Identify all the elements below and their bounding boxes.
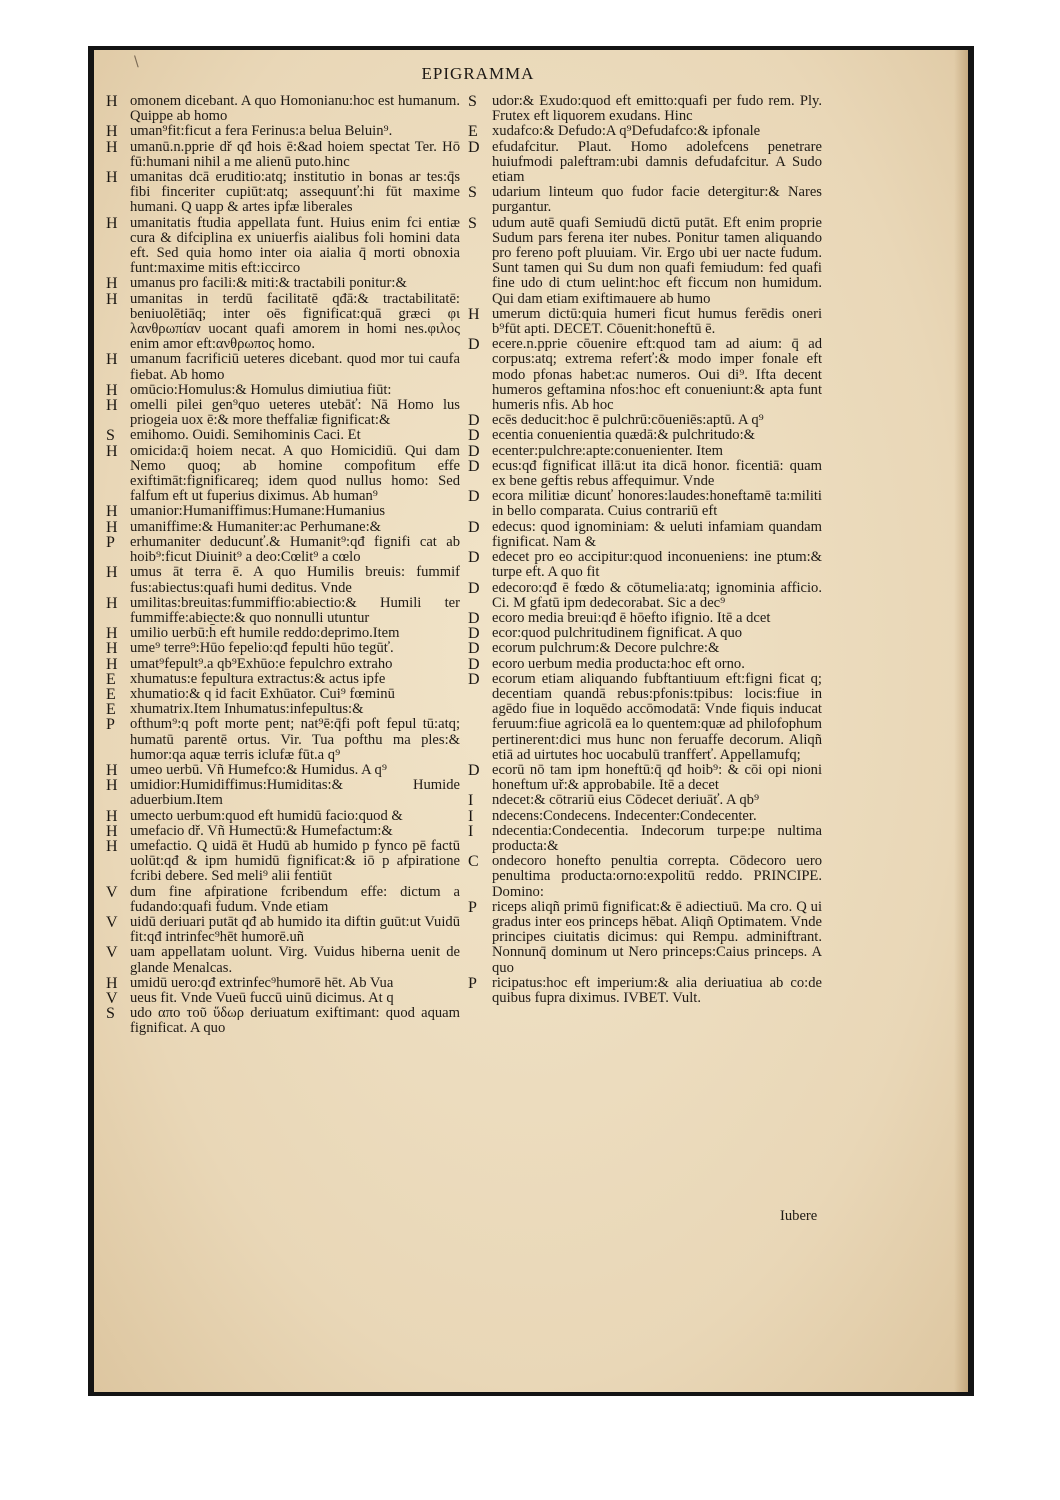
entry-text: ecentia conuenientia quædā:& pulchritudo:&	[492, 427, 756, 444]
entry	[462, 657, 822, 672]
entry-text: umecto uerbum:quod eft humidū facio:quod &	[130, 807, 403, 824]
entry	[100, 702, 460, 717]
entry-text: umanū.n.pprie dř qđ hois ē:&ad hoiem spectat Ter. Hō fū:humani nihil a me alienū puto.hinc	[130, 138, 460, 170]
entry	[462, 444, 822, 459]
entry-text: umilitas:breuitas:fummiffio:abiectio:& Humili ter fummiffe:abiecte:& quo nonnulli utuntur	[130, 594, 460, 626]
entry	[100, 763, 460, 778]
entry-initial: D	[468, 670, 480, 688]
entry-text: ecere.n.pprie cōuenire eft:quod tam ad aium: q̄ ad corpus:atq; extrema referť:& modo imper fonale eft modo pfonas habet:ac numeros. Oui di⁹. Ifta decent humeros geftamina nfos:hoc eft conueniunt:& apta funt humeris nfis. Ab hoc	[492, 336, 822, 414]
entry-initial: P	[468, 974, 477, 992]
entry-initial: V	[106, 944, 118, 962]
entry	[100, 1006, 460, 1036]
entry	[462, 216, 822, 307]
entry	[100, 216, 460, 277]
entry-text: umanior:Humaniffimus:Humane:Humanius	[130, 503, 386, 520]
entry-text: ecorū nō tam ipm honeftū:q̄ qđ hoib⁹: & cōi opi nioni honeftum uř:& approbabile. Itē a decet	[492, 761, 822, 794]
entry-text: umidior:Humidiffimus:Humiditas:& Humide aduerbium.Item	[130, 777, 460, 809]
entry-text: ume⁹ terre⁹:Hūo fepelio:qđ fepulti hūo tegūť.	[130, 640, 394, 657]
entry-initial: H	[106, 564, 118, 582]
entry-initial: H	[106, 655, 118, 673]
entry-text: uidū deriuari putāt qđ ab humido ita diftin guūt:ut Vuidū fit:qđ intrinfec⁹hēt humorē.uñ	[130, 913, 460, 946]
entry	[100, 809, 460, 824]
entry-text: udum autē quafi Semiudū dictū putāt. Eft enim proprie Sudum pars ferena iter nubes. Ponitur tamen aliquando pro fereno poft pluuiam. Vir. Ergo ubi uer nacte fudum. Sunt tamen qui Su dum non quafi femiudum: fed quafi fine udo di ctum uelint:hoc eft ficcum non humidum. Qui dam etiam exiftimauere ab humo	[492, 214, 822, 307]
entry-text: umidū uero:qđ extrinfec⁹humorē hēt. Ab Vua	[130, 974, 394, 991]
entry-text: umeo uerbū. Vñ Humefco:& Humidus. A q⁹	[130, 761, 387, 778]
entry	[462, 428, 822, 443]
entry-initial: P	[468, 898, 477, 916]
entry-initial: V	[106, 913, 118, 931]
entry-text: umanum facrificiū ueteres dicebant. quod mor tui caufa fiebat. Ab homo	[130, 351, 460, 383]
entry	[100, 687, 460, 702]
margin-mark: \	[134, 54, 139, 70]
entry	[462, 793, 822, 808]
entry	[462, 337, 822, 413]
entry-text: erhumaniter deducunť.& Humanit⁹:qđ fignifi cat ab hoib⁹:ficut Diuinit⁹ a deo:Cœlit⁹ a cœlo	[130, 533, 460, 566]
entry-text: umilio uerbū:h̄ eft humile reddo:deprimo.Item	[130, 625, 400, 642]
entry-text: uman⁹fit:ficut a fera Ferinus:a belua Beluin⁹.	[130, 123, 393, 140]
entry	[462, 809, 822, 824]
entry	[100, 565, 460, 595]
entry-text: ecus:qđ fignificat illā:ut ita dicā honor. ficentiā: quam ex bene geftis rebus affequimur. Vnde	[492, 457, 822, 490]
entry-text: emihomo. Ouidi. Semihominis Caci. Et	[130, 427, 361, 444]
entry-initial: H	[106, 290, 118, 308]
entry-text: efudafcitur. Plaut. Homo adolefcens penetrare huiufmodi paleftram:ubi damnis defudafcitur. A Sudo etiam	[492, 138, 822, 186]
entry	[462, 459, 822, 489]
entry	[100, 398, 460, 428]
entry-initial: D	[468, 549, 480, 567]
entry-text: ecēs deducit:hoc ē pulchrū:cōueniēs:aptū. A q⁹	[492, 412, 764, 429]
entry-text: edecus: quod ignominiam: & ueluti infamiam quandam fignificat. Nam &	[492, 518, 822, 550]
entry	[462, 94, 822, 124]
entry	[100, 504, 460, 519]
entry-text: ndecens:Condecens. Indecenter:Condecenter.	[492, 807, 757, 824]
entry-text: umaniffime:& Humaniter:ac Perhumane:&	[130, 518, 381, 535]
entry-text: edecet pro eo accipitur:quod inconueniens: ine ptum:& turpe eft. A quo fit	[492, 549, 822, 581]
entry-initial: I	[468, 792, 474, 810]
entry	[100, 885, 460, 915]
entry-initial: D	[468, 761, 480, 779]
entry-text: umanitatis ftudia appellata funt. Huius enim fci entiæ cura & difciplina ex uniuerfis aialibus foli homini data eft. Sed quia homo inter oia aialia q̄ morti obnoxia funt:maxime mitis eft:iccirco	[130, 214, 460, 277]
entry-initial: D	[468, 655, 480, 673]
entry-initial: H	[106, 807, 118, 825]
entry-initial: D	[468, 640, 480, 658]
entry	[462, 641, 822, 656]
entry-text: dum fine afpiratione fcribendum effe: dictum a fudando:quafi fudum. Vnde etiam	[130, 883, 460, 915]
entry-initial: H	[106, 93, 118, 110]
entry-initial: H	[106, 503, 118, 521]
entry-text: udo απο τοῦ ὕδωρ deriuatum exiftimant: quod aquam fignificat. A quo	[130, 1005, 460, 1037]
entry-text: xhumatio:& q id facit Exhūator. Cui⁹ fœminū	[130, 685, 395, 702]
entry	[462, 672, 822, 763]
entry	[462, 520, 822, 550]
entry	[462, 413, 822, 428]
left-column	[100, 94, 460, 1037]
entry-text: umanus pro facili:& miti:& tractabili ponitur:&	[130, 275, 407, 292]
entry-text: xudafco:& Defudo:A q⁹Defudafco:& ipfonale	[492, 123, 761, 140]
entry	[100, 717, 460, 763]
entry-text: udarium linteum quo fudor facie detergitur:& Nares purgantur.	[492, 184, 822, 216]
entry	[462, 140, 822, 186]
entry-initial: E	[106, 670, 116, 688]
entry-text: omicida:q̄ hoiem necat. A quo Homicidiū. Qui dam Nemo quoq; ab homine compofitum effe exiftimāt:fignificareq; idem quod nullus homo: Sed falfum eft ut fuperius diximus. Ab human⁹	[130, 442, 460, 505]
entry-initial: D	[468, 412, 480, 430]
entry	[100, 976, 460, 991]
entry	[100, 292, 460, 353]
entry	[462, 489, 822, 519]
entry	[100, 778, 460, 808]
entry	[462, 550, 822, 580]
entry-text: umanitas dcā eruditio:atq; institutio in bonas ar tes:q̄s fibi finceriter cupiūt:atq; assequunť:hi fūt maxime humani. Q uapp & artes ipfæ liberales	[130, 169, 460, 216]
entry	[100, 672, 460, 687]
entry-initial: V	[106, 989, 118, 1007]
entry-initial: H	[106, 594, 118, 612]
entry-text: ndecet:& cōtrariū eius Cōdecet deriuāť. A qb⁹	[492, 792, 760, 809]
entry	[100, 626, 460, 641]
entry	[100, 352, 460, 382]
entry-initial: D	[468, 442, 480, 460]
entry	[100, 170, 460, 216]
entry-initial: I	[468, 807, 474, 825]
entry-initial: H	[106, 397, 118, 415]
entry	[100, 444, 460, 505]
entry	[462, 611, 822, 626]
entry-text: xhumatrix.Item Inhumatus:infepultus:&	[130, 701, 364, 718]
entry-initial: S	[468, 93, 477, 110]
edge-stain	[954, 50, 968, 1392]
entry	[462, 581, 822, 611]
entry-initial: H	[106, 123, 118, 141]
entry-initial: D	[468, 457, 480, 475]
entry-text: edecoro:qđ ē fœdo & cōtumelia:atq; ignominia afficio. Ci. M gfatū ipm dedecorabat. Sic a dec⁹	[492, 579, 822, 611]
entry	[100, 657, 460, 672]
entry-text: umerum dictū:quia humeri ficut humus ferēdis oneri b⁹fūt apti. DECET. Cōuenit:honeftū ē.	[492, 305, 822, 338]
entry-initial: H	[106, 518, 118, 536]
entry	[462, 976, 822, 1006]
entry	[100, 839, 460, 885]
entry	[100, 535, 460, 565]
entry-initial: H	[106, 275, 118, 293]
entry-text: ueus fit. Vnde Vueū fuccū uinū dicimus. At q	[130, 989, 394, 1006]
entry-initial: I	[468, 822, 474, 840]
entry-initial: C	[468, 853, 479, 871]
entry-initial: E	[106, 685, 116, 703]
entry	[462, 307, 822, 337]
entry	[100, 383, 460, 398]
entry-text: umefacio dř. Vñ Humectū:& Humefactum:&	[130, 822, 393, 839]
entry	[100, 596, 460, 626]
entry-initial: H	[106, 169, 118, 187]
entry-initial: H	[106, 625, 118, 643]
entry-text: ndecentia:Condecentia. Indecorum turpe:pe nultima producta:&	[492, 822, 822, 854]
entry-initial: H	[106, 974, 118, 992]
entry	[462, 824, 822, 854]
entry	[100, 824, 460, 839]
entry-text: ondecoro honefto penultia correpta. Cōdecoro uero penultima producta:orno:expolitū reddo. PRINCIPE. Domino:	[492, 853, 822, 900]
entry-text: umus āt terra ē. A quo Humilis breuis: fummif fus:abiectus:quafi humi deditus. Vnde	[130, 564, 460, 596]
entry-initial: E	[468, 123, 478, 141]
entry-initial: P	[106, 716, 115, 734]
entry-initial: P	[106, 533, 115, 551]
entry-text: ecoro uerbum media producta:hoc eft orno.	[492, 655, 745, 672]
entry-initial: H	[106, 351, 118, 369]
entry-initial: S	[106, 427, 115, 445]
entry-initial: H	[106, 777, 118, 795]
entry	[100, 140, 460, 170]
entry	[100, 94, 460, 124]
entry-text: ecenter:pulchre:apte:conuenienter. Item	[492, 442, 723, 459]
entry-initial: V	[106, 883, 118, 901]
entry-initial: H	[106, 442, 118, 460]
entry-initial: E	[106, 701, 116, 719]
running-header: EPIGRAMMA	[421, 64, 535, 83]
entry-initial: D	[468, 579, 480, 597]
entry-initial: D	[468, 427, 480, 445]
entry-text: ecor:quod pulchritudinem fignificat. A quo	[492, 625, 743, 642]
entry-text: omonem dicebant. A quo Homonianu:hoc est humanum. Quippe ab homo	[130, 93, 460, 125]
entry-initial: H	[106, 214, 118, 232]
entry-initial: H	[106, 761, 118, 779]
entry-text: uam appellatam uolunt. Virg. Vuidus hiberna uenit de glande Menalcas.	[130, 944, 460, 976]
entry-initial: H	[468, 305, 480, 323]
entry-initial: D	[468, 488, 480, 506]
entry	[100, 428, 460, 443]
entry-initial: D	[468, 138, 480, 156]
entry-initial: D	[468, 625, 480, 643]
entry-text: ecora militiæ dicunť honores:laudes:honeftamē ta:militi in bello comparata. Cuius contrariū eft	[492, 488, 822, 520]
entry-text: ecorum pulchrum:& Decore pulchre:&	[492, 640, 720, 657]
entry-text: udor:& Exudo:quod eft emitto:quafi per fudo rem. Ply. Frutex eft liquorem exudans. Hinc	[492, 93, 822, 125]
entry-text: ecoro media breui:qđ ē hōefto ifignio. Itē a dcet	[492, 609, 771, 626]
entry-text: umanitas in terdū facilitatē qđā:& tractabilitatē: beniuolētiāq; inter oēs fignificat:quā græci φι λανθρωπίαν uocant quafi amorem in homi nes.φιλος enim amor eft:ανθρωπος homo.	[130, 290, 460, 353]
entry-initial: H	[106, 381, 118, 399]
entry-text: ofthum⁹:q poft morte pent; nat⁹ē:q̄fi poft fepul tū:atq; humatū parentē ortus. Vir. Tua pofthu ma ples:& humor:qa aquæ terris iclufæ fūt.a q⁹	[130, 716, 460, 763]
entry	[100, 276, 460, 291]
entry	[100, 520, 460, 535]
entry-text: umefactio. Q uidā ēt Hudū ab humido p fynco pē factū uolūt:qđ & ipm humidū fignificat:& iō p afpiratione fcribi debere. Sed meli⁹ alii fentiūt	[130, 837, 460, 885]
entry	[462, 763, 822, 793]
entry	[100, 124, 460, 139]
catchword: Iubere	[780, 1208, 818, 1224]
entry-text: omūcio:Homulus:& Homulus dimiutiua fiūt:	[130, 381, 392, 398]
entry-text: umat⁹fepult⁹.a qb⁹Exhūo:e fepulchro extraho	[130, 655, 393, 672]
entry-text: xhumatus:e fepultura extractus:& actus ipfe	[130, 670, 386, 687]
entry-initial: H	[106, 837, 118, 855]
entry	[462, 185, 822, 215]
entry-text: ricipatus:hoc eft imperium:& alia deriuatiua ab co:de quibus fupra diximus. IVBET. Vult.	[492, 974, 822, 1006]
entry-text: riceps aliqñ primū fignificat:& ē adiectiuū. Ma cro. Q ui gradus inter eos princeps hēbat. Aliqñ Optimatem. Vnde principes ciuitatis dicimus: qui Rempu. adminiftrant. Nonnunq̄ dominum ut Nero princeps:Caius princeps. A quo	[492, 898, 822, 976]
entry-text: omelli pilei gen⁹quo ueteres utebāť: Nā Homo lus priogeia uox ē:& more theffaliæ fignificat:&	[130, 397, 460, 429]
entry-initial: S	[468, 184, 477, 202]
entry-initial: H	[106, 640, 118, 658]
entry	[100, 945, 460, 975]
entry-initial: S	[468, 214, 477, 232]
entry-initial: H	[106, 822, 118, 840]
entry	[462, 626, 822, 641]
entry-initial: D	[468, 336, 480, 354]
entry	[462, 124, 822, 139]
entry-text: ecorum etiam aliquando fubftantiuum eft:figni ficat q; decentiam quandā rebus:pfonis:tpibus: locis:fiue in agēdo fiue in loquēdo accōmodatā: Vnde fiquis inducat feruum:fiue agricolā ea lo quentem:quæ ad philofophum pertinerent:dici mus hunc non feruaffe decorum. Aliqñ etiā ad uirtutes hoc uocabulū tranfferť. Appellamufq;	[492, 670, 822, 763]
entry	[100, 991, 460, 1006]
entry-initial: D	[468, 518, 480, 536]
entry-initial: D	[468, 609, 480, 627]
entry	[462, 900, 822, 976]
entry-initial: S	[106, 1005, 115, 1023]
entry	[100, 641, 460, 656]
entry	[462, 854, 822, 900]
entry	[100, 915, 460, 945]
right-column	[462, 94, 822, 1006]
entry-initial: H	[106, 138, 118, 156]
